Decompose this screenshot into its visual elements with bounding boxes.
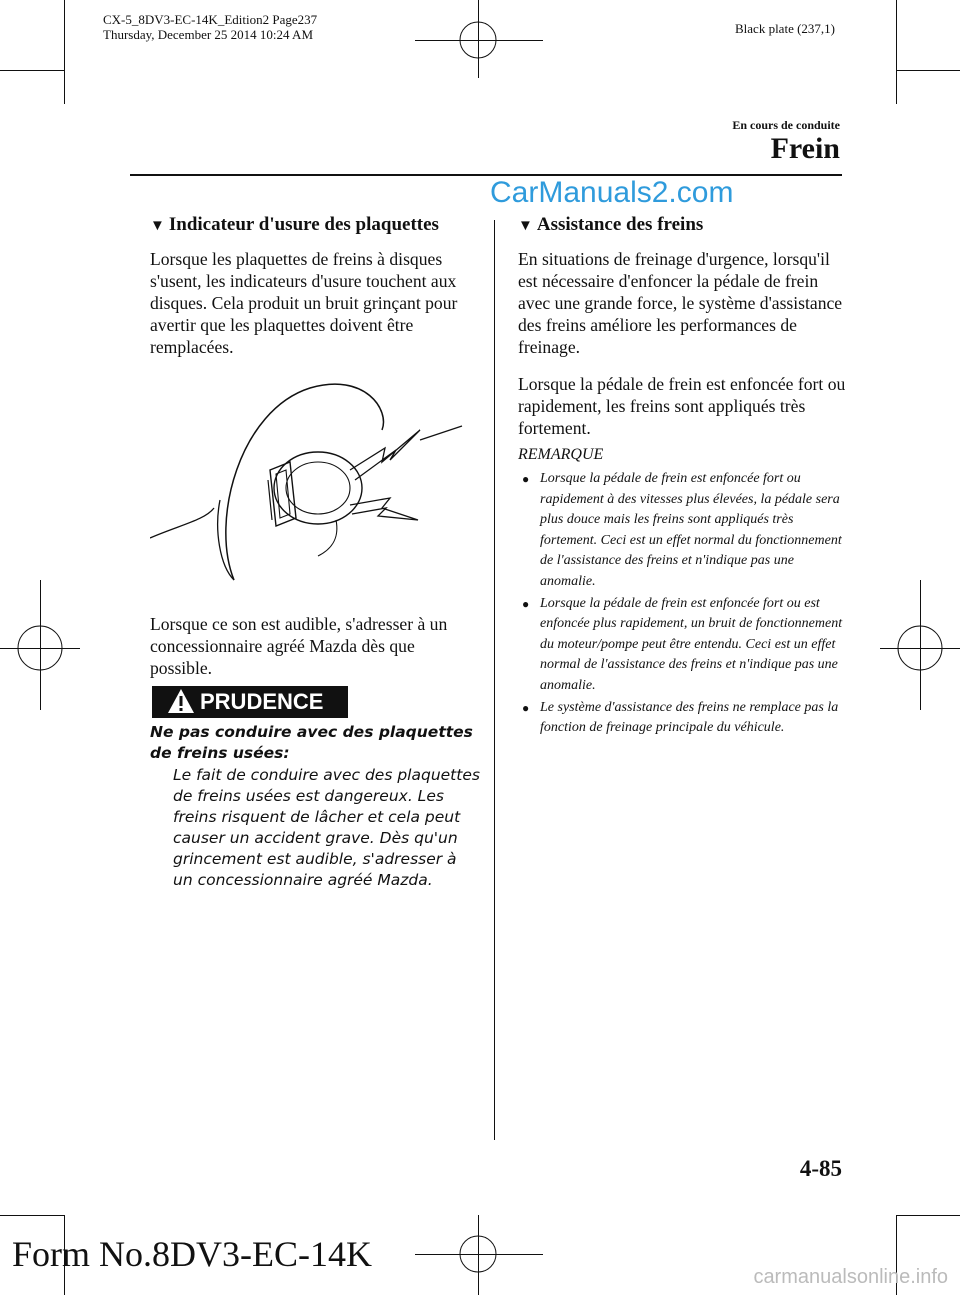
print-info [103,12,317,42]
left-heading-text: Indicateur d'usure des plaquettes [168,214,439,235]
right-heading [518,214,848,236]
form-number: Form No.8DV3-EC-14K [12,1234,372,1274]
warning-triangle-icon [166,687,196,715]
chapter-title: Frein [770,132,840,165]
footer-site: carmanualsonline.info [753,1266,948,1288]
plate-label: Black plate (237,1) [735,21,835,36]
brake-disc-illustration [150,370,470,590]
note-text: Le système d'assistance des freins ne remplace pas la fonction de freinage principale du véhicule. [540,699,839,736]
note-text: Lorsque la pédale de frein est enfoncée fort ou est enfoncée plus rapidement, un bruit de fonctionnement du moteur/pompe peut être entendu. Ceci est un effet normal de l'assistance des freins et n'indique pas une anomalie. [540,595,843,693]
print-info-line2: Thursday, December 25 2014 10:24 AM [103,27,314,42]
note-text: Lorsque la pédale de frein est enfoncée fort ou rapidement à des vitesses plus élevées, la pédale sera plus douce mais les freins sont appliqués très fortement. Ceci est un effet normal du fonctionnement de l'assistance des freins et n'indique pas une anomalie. [540,471,842,589]
column-divider [494,220,495,1140]
right-heading-text: Assistance des freins [536,214,704,235]
caution-label: PRUDENCE [200,689,324,714]
caution-body: Le fait de conduire avec des plaquettes de freins usées est dangereux. Les freins risquent de lâcher et cela peut causer un accident grave. Dès qu'un grincement est audible, s'adresser à un concessionnaire agréé Mazda. [173,766,480,889]
left-paragraph-1: Lorsque les plaquettes de freins à disques s'usent, les indicateurs d'usure touchent aux disques. Cela produit un bruit grinçant pour avertir que les plaquettes doivent être remplacées. [150,249,458,357]
section-title: En cours de conduite [732,118,840,132]
note-item [518,469,848,593]
right-paragraph-1: En situations de freinage d'urgence, lorsqu'il est nécessaire d'enfoncer la pédale de frein avec une grande force, le système d'assistance des freins améliore les performances de freinage. [518,249,843,357]
left-paragraph-2: Lorsque ce son est audible, s'adresser à un concessionnaire agréé Mazda dès que possible. [150,614,448,678]
page-number: 4-85 [799,1156,842,1181]
note-item [518,594,848,697]
print-info-line1: CX-5_8DV3-EC-14K_Edition2 Page237 [103,12,318,27]
bullet-icon: ● [522,596,530,611]
bullet-icon: ● [522,472,530,486]
note-title: REMARQUE [518,446,604,463]
caution-banner [152,686,348,718]
caution-title: Ne pas conduire avec des plaquettes de freins usées: [150,723,473,762]
note-item [518,698,848,739]
left-heading [150,214,480,236]
note-list [518,469,848,740]
triangle-marker-icon: ▼ [518,218,533,234]
right-paragraph-2: Lorsque la pédale de frein est enfoncée fort ou rapidement, les freins sont appliqués très fortement. [518,374,846,438]
triangle-marker-icon: ▼ [150,218,165,234]
watermark: CarManuals2.com [490,176,734,209]
header-rule [130,174,842,176]
bullet-icon: ● [522,700,530,715]
